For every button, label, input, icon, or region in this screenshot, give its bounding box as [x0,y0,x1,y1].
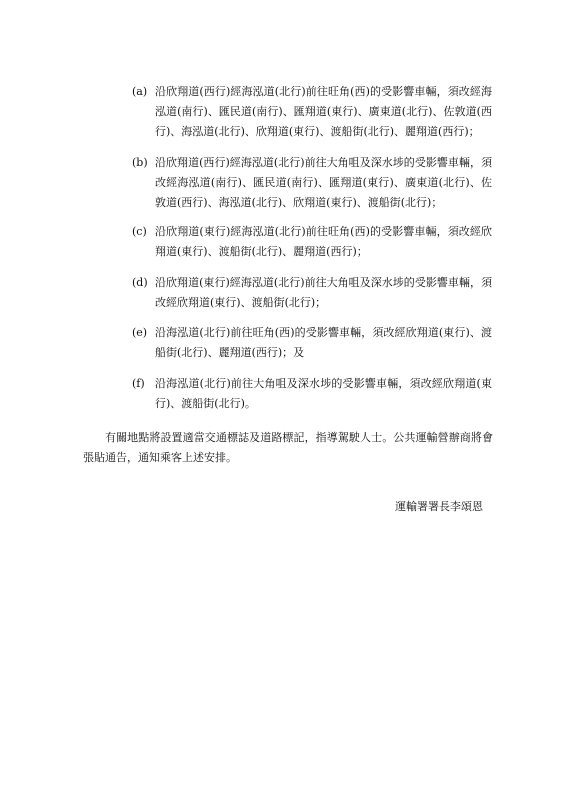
item-text: 沿欣翔道(東行)經海泓道(北行)前往旺角(西)的受影響車輛，須改經欣翔道(東行)、渡船街(北行)、麗翔道(西行)； [155,225,492,258]
item-text: 沿欣翔道(西行)經海泓道(北行)前往大角咀及深水埗的受影響車輛，須改經海泓道(南行)、匯民道(南行)、匯翔道(東行)、廣東道(北行)、佐敦道(西行)、海泓道(北行)、欣翔道(東行)、渡船街(北行)； [155,156,492,209]
list-item-a [132,82,492,142]
item-label: (c) [132,225,147,238]
signature: 運輸署署長李頌恩 [395,500,483,513]
list-item-c [132,222,492,262]
item-text: 沿欣翔道(東行)經海泓道(北行)前往大角咀及深水埗的受影響車輛，須改經欣翔道(東行)、渡船街(北行)； [155,276,492,309]
list-item-d [132,273,492,313]
item-text: 沿海泓道(北行)前往旺角(西)的受影響車輛，須改經欣翔道(東行)、渡船街(北行)、麗翔道(西行)；及 [155,326,492,359]
item-label: (d) [132,276,148,289]
item-label: (e) [132,326,148,339]
item-label: (f) [132,377,145,390]
closing-paragraph: 有關地點將設置適當交通標誌及道路標記，指導駕駛人士。公共運輸營辦商將會張貼通告，通知乘客上述安排。 [83,431,493,464]
item-text: 沿海泓道(北行)前往大角咀及深水埗的受影響車輛，須改經欣翔道(東行)、渡船街(北行)。 [155,377,492,410]
list-item-e [132,323,492,363]
list-item-f [132,374,492,414]
item-text: 沿欣翔道(西行)經海泓道(北行)前往旺角(西)的受影響車輛，須改經海泓道(南行)、匯民道(南行)、匯翔道(東行)、廣東道(北行)、佐敦道(西行)、海泓道(北行)、欣翔道(東行)、渡船街(北行)、麗翔道(西行)； [155,85,492,138]
list-item-b [132,153,492,213]
item-label: (a) [132,85,148,98]
item-label: (b) [132,156,148,169]
